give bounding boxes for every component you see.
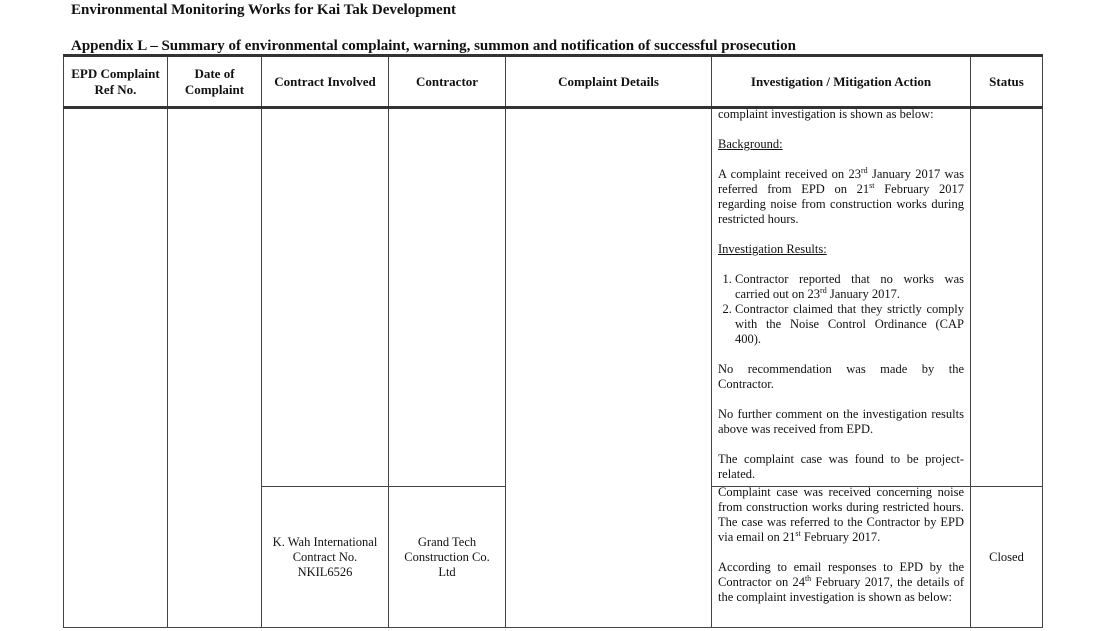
header-contract: Contract Involved <box>262 56 389 108</box>
investigation-lead: complaint investigation is shown as below: <box>718 107 934 121</box>
header-date: Date of Complaint <box>168 56 262 108</box>
contractor-cell: Grand Tech Construction Co. Ltd <box>389 487 506 628</box>
complaint-table <box>63 54 1043 628</box>
background-heading: Background: <box>718 137 783 151</box>
ref-no-cell <box>64 108 168 628</box>
contract-cell <box>262 108 389 487</box>
header-investigation: Investigation / Mitigation Action <box>712 56 971 108</box>
investigation-cell <box>712 108 971 487</box>
status-cell <box>971 108 1043 487</box>
background-text: A complaint received on 23rd January 2017 was referred from EPD on 21st February 2017 regarding noise from construction works during restricted hours. <box>718 165 964 226</box>
investigation-text: Complaint case was received concerning noise from construction works during restricted hours. The case was referred to the Contractor by EPD via email on 21st February 2017. <box>718 485 964 544</box>
header-details: Complaint Details <box>506 56 712 108</box>
recommendation-text: No recommendation was made by the Contractor. <box>718 362 964 391</box>
document-title: Environmental Monitoring Works for Kai Tak Development <box>71 2 457 18</box>
contract-cell: K. Wah International Contract No. NKIL6526 <box>262 487 389 628</box>
further-comment-text: No further comment on the investigation results above was received from EPD. <box>718 407 964 436</box>
contractor-cell <box>389 108 506 487</box>
date-cell <box>168 108 262 628</box>
investigation-text: According to email responses to EPD by the Contractor on 24th February 2017, the details of the complaint investigation is shown as below: <box>718 560 964 604</box>
table-row <box>64 108 1043 487</box>
investigation-cell <box>712 487 971 628</box>
appendix-title: Appendix L – Summary of environmental complaint, warning, summon and notification of successful prosecution <box>71 38 796 54</box>
results-heading: Investigation Results: <box>718 242 827 256</box>
status-badge: Closed <box>971 487 1043 628</box>
list-item: 2. Contractor claimed that they strictly comply with the Noise Control Ordinance (CAP 400). <box>735 302 964 347</box>
header-contractor: Contractor <box>389 56 506 108</box>
details-cell <box>506 108 712 628</box>
conclusion-text: The complaint case was found to be project-related. <box>718 452 964 481</box>
results-list <box>718 272 964 347</box>
table-header-row <box>64 56 1043 108</box>
header-ref-no: EPD Complaint Ref No. <box>64 56 168 108</box>
header-status: Status <box>971 56 1043 108</box>
list-item: 1. Contractor reported that no works was carried out on 23rd January 2017. <box>735 272 964 302</box>
